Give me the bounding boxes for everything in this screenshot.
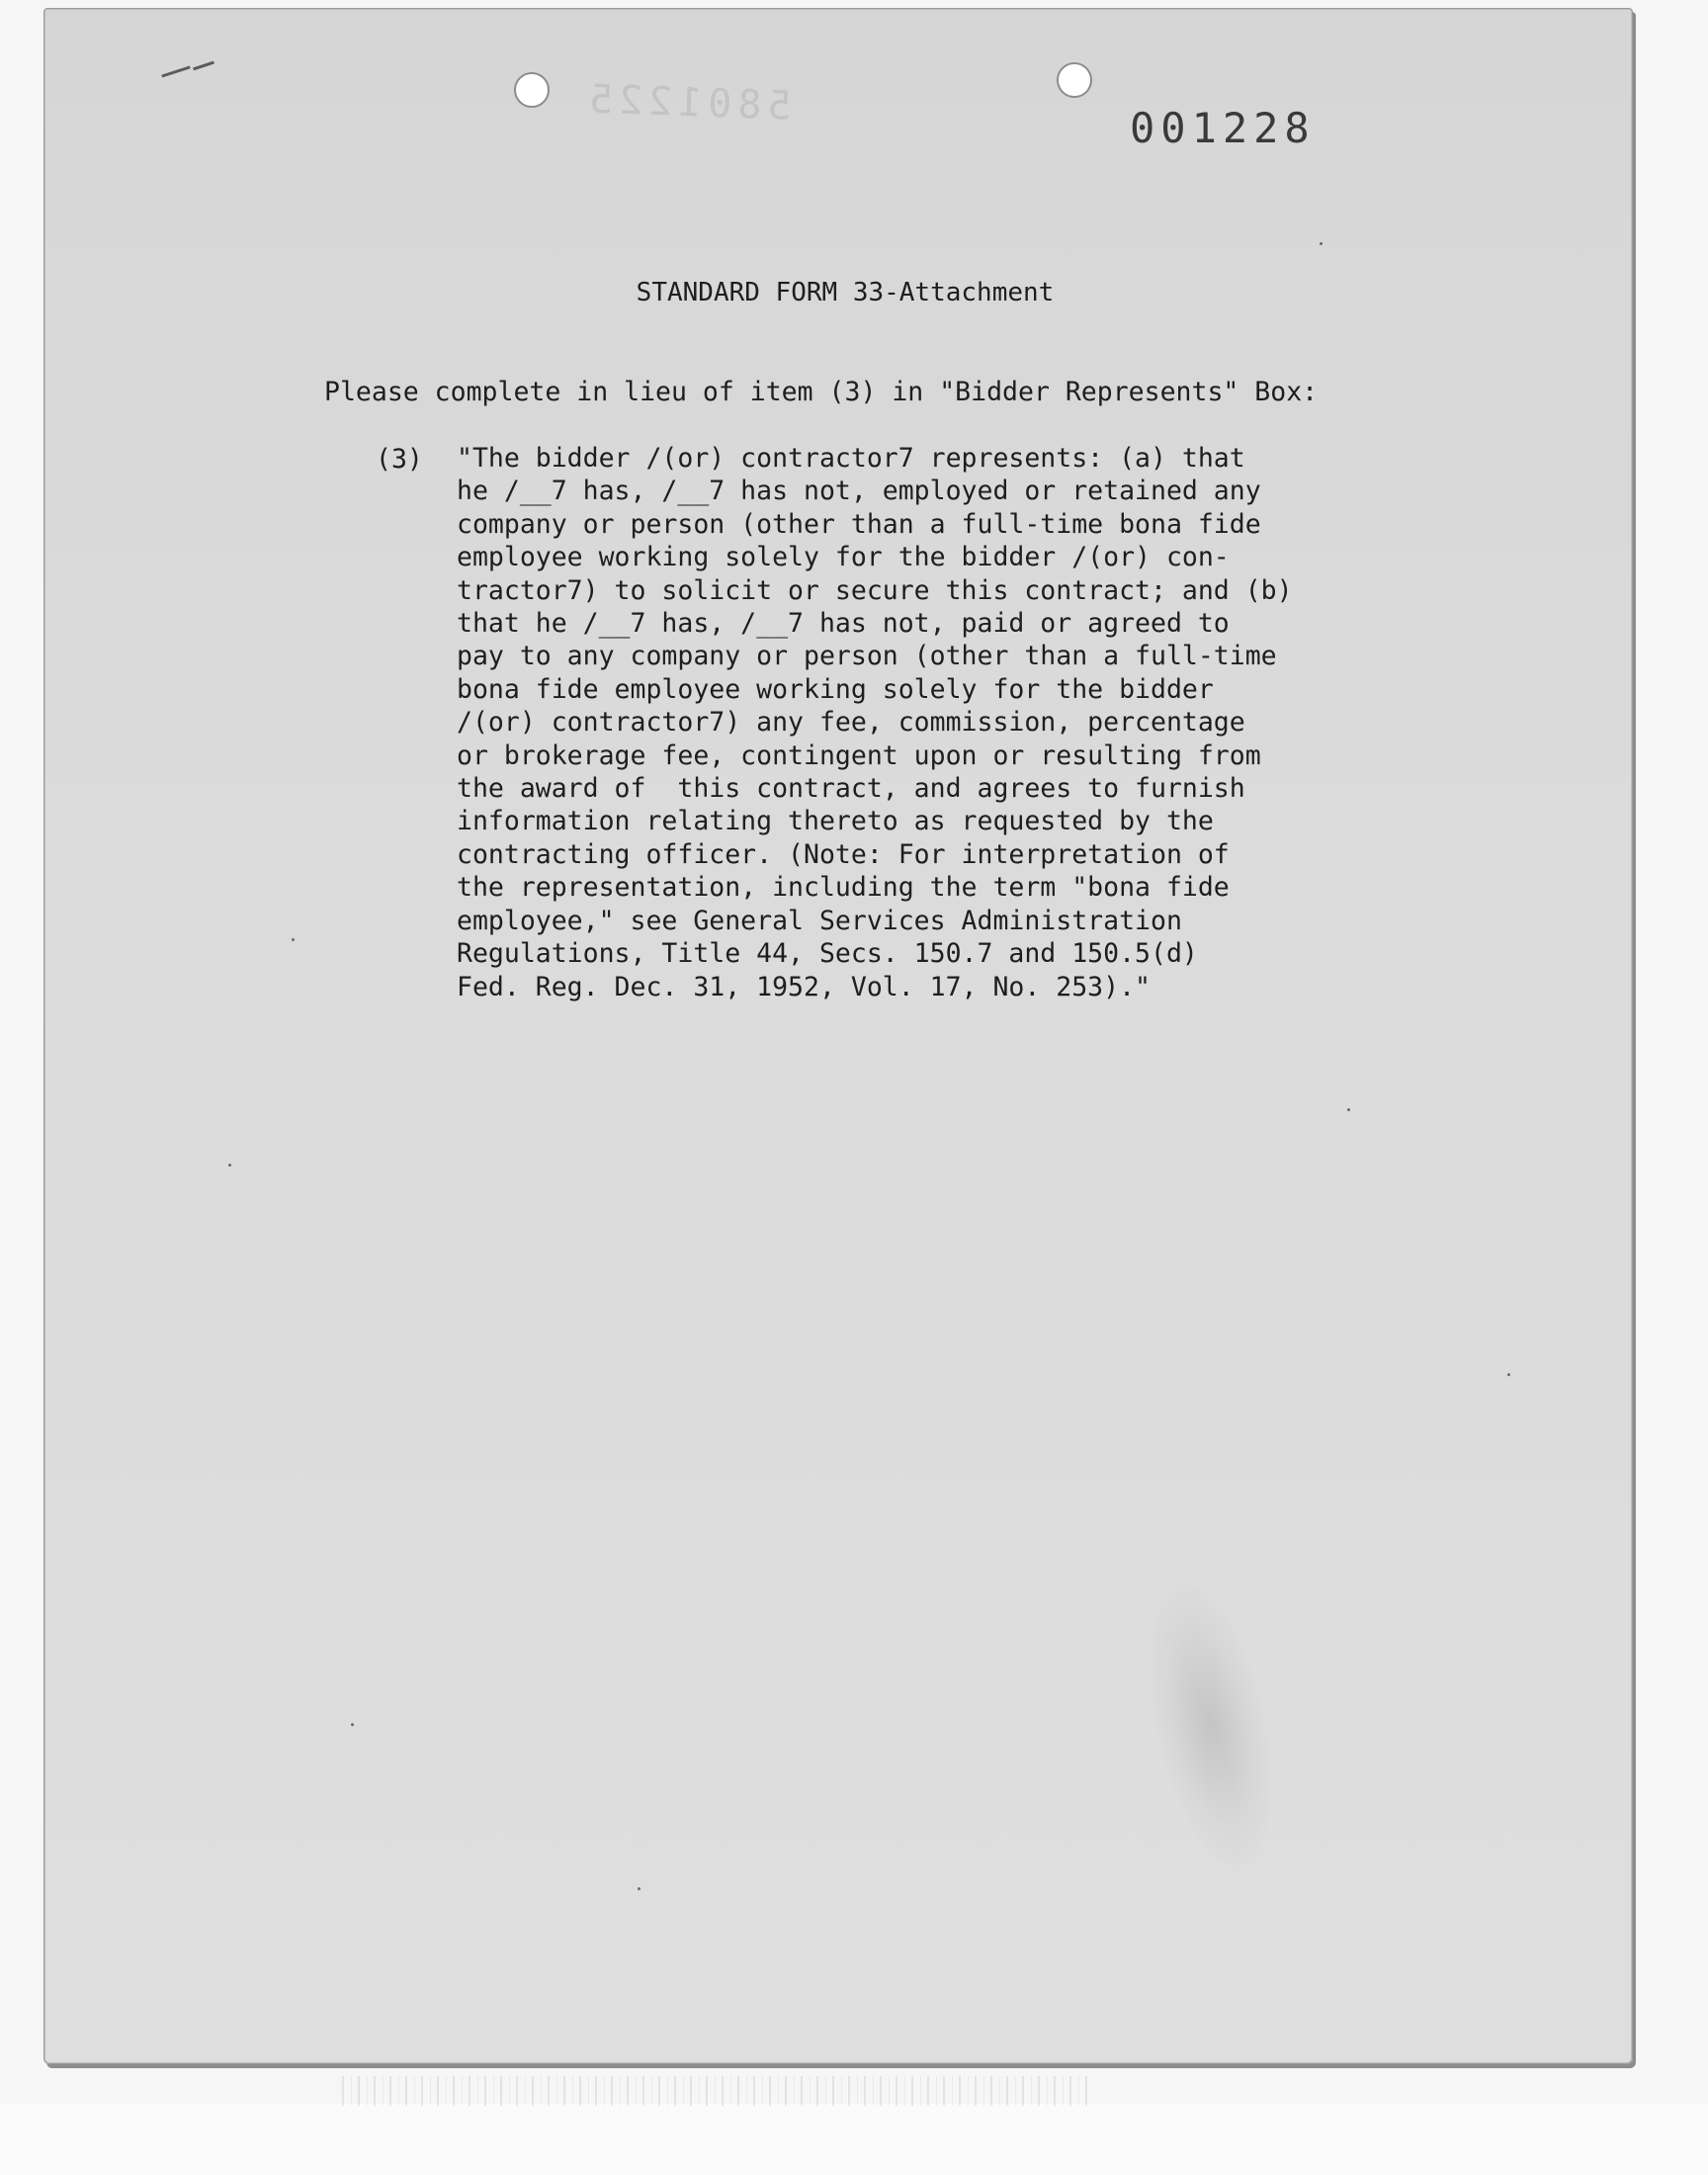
- paragraph-line: the award of this contract, and agrees to furnish: [457, 773, 1245, 805]
- instruction-line: Please complete in lieu of item (3) in "Bidder Represents" Box:: [324, 377, 1319, 407]
- paragraph-line: the representation, including the term "bona fide: [457, 872, 1230, 904]
- paper-speck: [351, 1723, 354, 1726]
- pencil-mark: [193, 61, 214, 71]
- scanner-streaks: [336, 2076, 1087, 2106]
- punch-hole-right: [1057, 62, 1092, 98]
- paragraph-line: pay to any company or person (other than a full-time: [457, 641, 1277, 672]
- paragraph-line: he /__7 has, /__7 has not, employed or retained any: [457, 476, 1261, 507]
- scanner-backdrop: [0, 2104, 1708, 2175]
- paragraph-line: information relating thereto as requested by the: [457, 806, 1214, 837]
- pencil-mark: [161, 65, 190, 77]
- document-title: STANDARD FORM 33-Attachment: [636, 278, 1055, 307]
- paragraph-line: or brokerage fee, contingent upon or resulting from: [457, 740, 1261, 771]
- paragraph-line: employee working solely for the bidder /(or) con-: [457, 542, 1230, 573]
- paper-speck: [228, 1164, 231, 1167]
- paragraph-line: "The bidder /(or) contractor7 represents: (a) that: [457, 443, 1245, 474]
- paragraph-line: company or person (other than a full-time bona fide: [457, 508, 1261, 540]
- document-page: [43, 8, 1633, 2064]
- paragraph-line: that he /__7 has, /__7 has not, paid or agreed to: [457, 608, 1230, 640]
- punch-hole-left: [514, 72, 550, 108]
- document-stamp-number: 001228: [1130, 104, 1316, 152]
- paragraph-line: employee," see General Services Administration: [457, 905, 1182, 936]
- ghost-stamp-number: 5801225: [582, 76, 793, 130]
- item-number: (3): [376, 444, 423, 475]
- paper-stain: [1128, 1573, 1294, 1876]
- paper-speck: [638, 1887, 640, 1890]
- paper-speck: [1320, 242, 1323, 245]
- paragraph-line: Fed. Reg. Dec. 31, 1952, Vol. 17, No. 253).": [457, 971, 1151, 1002]
- paragraph-line: tractor7) to solicit or secure this contract; and (b): [457, 574, 1293, 606]
- paper-speck: [292, 938, 295, 941]
- paragraph-line: bona fide employee working solely for the bidder: [457, 673, 1214, 705]
- paragraph-line: /(or) contractor7) any fee, commission, percentage: [457, 707, 1245, 739]
- representation-paragraph: [457, 442, 1293, 1003]
- paragraph-line: contracting officer. (Note: For interpretation of: [457, 838, 1230, 870]
- paper-speck: [1507, 1373, 1510, 1376]
- paragraph-line: Regulations, Title 44, Secs. 150.7 and 150.5(d): [457, 938, 1198, 970]
- paper-speck: [1347, 1108, 1350, 1111]
